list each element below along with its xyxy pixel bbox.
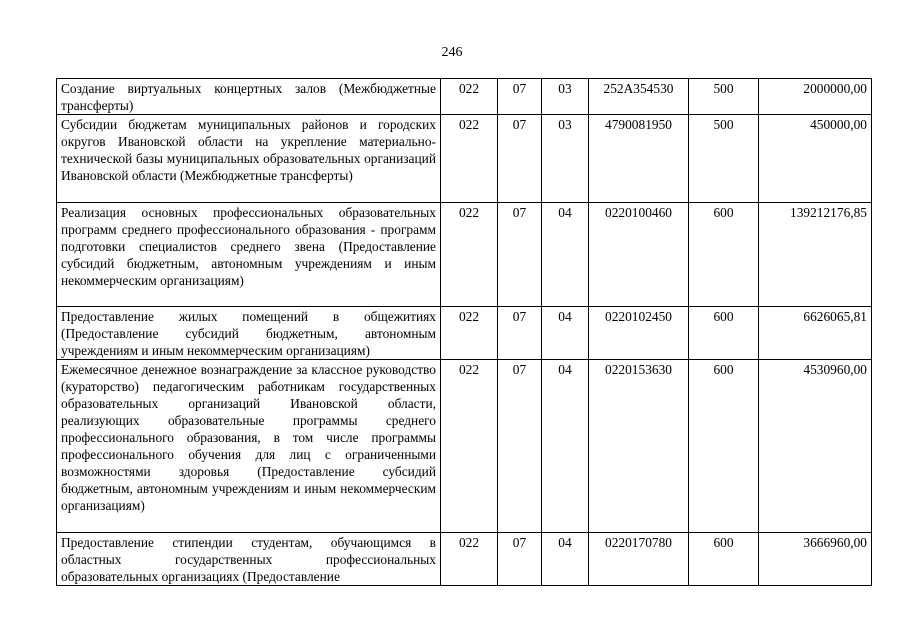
row-section-code: 07 xyxy=(498,79,542,115)
row-grbs-code: 022 xyxy=(441,115,498,203)
row-grbs-code: 022 xyxy=(441,360,498,533)
row-description: Предоставление жилых помещений в общежитиях (Предоставление субсидий бюджетным, автономным учреждениям и иным некоммерческим организациям) xyxy=(57,307,441,360)
row-grbs-code: 022 xyxy=(441,307,498,360)
row-description: Создание виртуальных концертных залов (Межбюджетные трансферты) xyxy=(57,79,441,115)
row-target-article-code: 0220100460 xyxy=(589,203,689,307)
row-subsection-code: 03 xyxy=(542,79,589,115)
row-expense-type-code: 600 xyxy=(689,360,759,533)
row-expense-type-code: 500 xyxy=(689,115,759,203)
row-subsection-code: 04 xyxy=(542,307,589,360)
row-section-code: 07 xyxy=(498,115,542,203)
row-subsection-code: 03 xyxy=(542,115,589,203)
table-row xyxy=(57,360,872,533)
table-row xyxy=(57,307,872,360)
row-amount: 4530960,00 xyxy=(759,360,872,533)
row-target-article-code: 252A354530 xyxy=(589,79,689,115)
table-row xyxy=(57,79,872,115)
row-target-article-code: 0220153630 xyxy=(589,360,689,533)
row-target-article-code: 4790081950 xyxy=(589,115,689,203)
row-section-code: 07 xyxy=(498,307,542,360)
table-row xyxy=(57,203,872,307)
row-description: Реализация основных профессиональных образовательных программ среднего профессионального образования - программ подготовки специалистов среднего звена (Предоставление субсидий бюджетным, автономным учреждениям и иным некоммерческим организациям) xyxy=(57,203,441,307)
page-number: 246 xyxy=(441,45,463,60)
row-subsection-code: 04 xyxy=(542,360,589,533)
row-amount: 2000000,00 xyxy=(759,79,872,115)
row-expense-type-code: 500 xyxy=(689,79,759,115)
table-row xyxy=(57,115,872,203)
row-description: Предоставление стипендии студентам, обучающимся в областных государственных профессиональных образовательных организациях (Предоставление xyxy=(57,533,441,586)
row-section-code: 07 xyxy=(498,533,542,586)
row-target-article-code: 0220102450 xyxy=(589,307,689,360)
row-grbs-code: 022 xyxy=(441,533,498,586)
row-target-article-code: 0220170780 xyxy=(589,533,689,586)
table-row xyxy=(57,533,872,586)
row-expense-type-code: 600 xyxy=(689,533,759,586)
row-subsection-code: 04 xyxy=(542,533,589,586)
budget-table xyxy=(56,78,872,586)
row-description: Субсидии бюджетам муниципальных районов и городских округов Ивановской области на укрепление материально-технической базы муниципальных образовательных организаций Ивановской области (Межбюджетные трансферты) xyxy=(57,115,441,203)
row-amount: 139212176,85 xyxy=(759,203,872,307)
row-amount: 450000,00 xyxy=(759,115,872,203)
row-expense-type-code: 600 xyxy=(689,307,759,360)
row-amount: 3666960,00 xyxy=(759,533,872,586)
row-amount: 6626065,81 xyxy=(759,307,872,360)
row-expense-type-code: 600 xyxy=(689,203,759,307)
row-description: Ежемесячное денежное вознаграждение за классное руководство (кураторство) педагогическим работникам государственных образовательных организаций Ивановской области, реализующих образовательные программы среднего профессионального образования, в том числе программы профессионального обучения для лиц с ограниченными возможностями здоровья (Предоставление субсидий бюджетным, автономным учреждениям и иным некоммерческим организациям) xyxy=(57,360,441,533)
row-section-code: 07 xyxy=(498,203,542,307)
row-section-code: 07 xyxy=(498,360,542,533)
row-grbs-code: 022 xyxy=(441,79,498,115)
row-grbs-code: 022 xyxy=(441,203,498,307)
row-subsection-code: 04 xyxy=(542,203,589,307)
